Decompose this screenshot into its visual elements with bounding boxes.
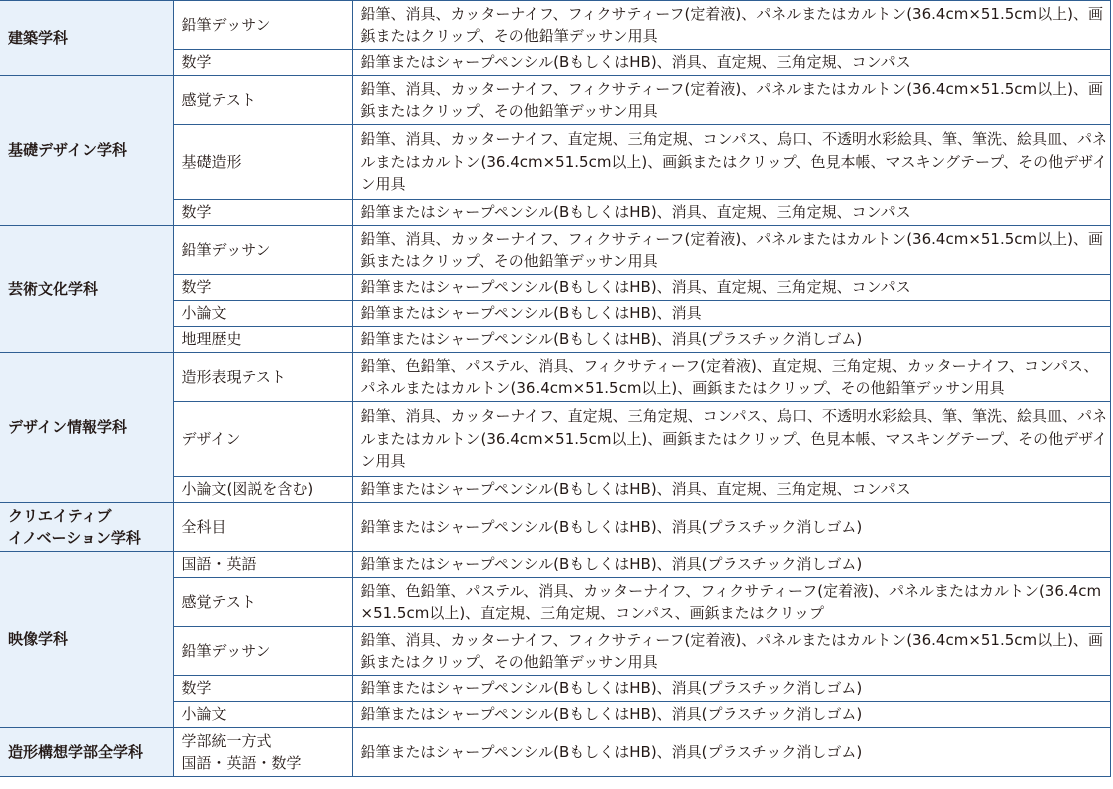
- table-row: [0, 503, 1110, 552]
- subject-name-line: 学部統一方式: [181, 731, 272, 750]
- subject-name: 地理歴史: [173, 327, 352, 353]
- department-name: 基礎デザイン学科: [0, 76, 173, 226]
- required-tools: 鉛筆またはシャープペンシル(BもしくはHB)、消具: [352, 301, 1110, 327]
- department-name: デザイン情報学科: [0, 353, 173, 503]
- subject-name: 数学: [173, 50, 352, 76]
- table-row: [0, 226, 1110, 275]
- required-tools: 鉛筆またはシャープペンシル(BもしくはHB)、消具、直定規、三角定規、コンパス: [352, 477, 1110, 503]
- required-tools: 鉛筆またはシャープペンシル(BもしくはHB)、消具(プラスチック消しゴム): [352, 702, 1110, 728]
- subject-name: 感覚テスト: [173, 76, 352, 125]
- required-tools: 鉛筆またはシャープペンシル(BもしくはHB)、消具(プラスチック消しゴム): [352, 676, 1110, 702]
- department-name-line: イノベーション学科: [8, 529, 141, 547]
- required-tools: 鉛筆またはシャープペンシル(BもしくはHB)、消具(プラスチック消しゴム): [352, 728, 1110, 777]
- required-tools: 鉛筆、消具、カッターナイフ、フィクサティーフ(定着液)、パネルまたはカルトン(36.4cm×51.5cm以上)、画鋲またはクリップ、その他鉛筆デッサン用具: [352, 226, 1110, 275]
- department-name: 芸術文化学科: [0, 226, 173, 353]
- subject-name: 国語・英語: [173, 552, 352, 578]
- subject-name: 鉛筆デッサン: [173, 1, 352, 50]
- required-tools: 鉛筆またはシャープペンシル(BもしくはHB)、消具(プラスチック消しゴム): [352, 503, 1110, 552]
- required-tools: 鉛筆またはシャープペンシル(BもしくはHB)、消具、直定規、三角定規、コンパス: [352, 50, 1110, 76]
- subject-name: 小論文: [173, 702, 352, 728]
- department-name: 映像学科: [0, 552, 173, 728]
- subject-name-line: 国語・英語・数学: [181, 754, 302, 772]
- subject-name: [173, 728, 352, 777]
- subject-name: 数学: [173, 676, 352, 702]
- subject-name: デザイン: [173, 402, 352, 477]
- required-tools: 鉛筆またはシャープペンシル(BもしくはHB)、消具、直定規、三角定規、コンパス: [352, 275, 1110, 301]
- subject-name: 鉛筆デッサン: [173, 627, 352, 676]
- required-tools: 鉛筆、消具、カッターナイフ、直定規、三角定規、コンパス、烏口、不透明水彩絵具、筆、筆洗、絵具皿、パネルまたはカルトン(36.4cm×51.5cm以上)、画鋲またはクリップ、色見本帳、マスキングテープ、その他デザイン用具: [352, 402, 1110, 477]
- required-tools: 鉛筆またはシャープペンシル(BもしくはHB)、消具(プラスチック消しゴム): [352, 552, 1110, 578]
- subject-name: 数学: [173, 200, 352, 226]
- table-row: [0, 1, 1110, 50]
- table-row: [0, 76, 1110, 125]
- subject-name: 感覚テスト: [173, 578, 352, 627]
- table-row: [0, 552, 1110, 578]
- department-name-line: クリエイティブ: [8, 506, 112, 525]
- subject-name: 鉛筆デッサン: [173, 226, 352, 275]
- required-tools: 鉛筆、色鉛筆、パステル、消具、フィクサティーフ(定着液)、直定規、三角定規、カッターナイフ、コンパス、パネルまたはカルトン(36.4cm×51.5cm以上)、画鋲またはクリップ、その他鉛筆デッサン用具: [352, 353, 1110, 402]
- required-tools: 鉛筆、消具、カッターナイフ、フィクサティーフ(定着液)、パネルまたはカルトン(36.4cm×51.5cm以上)、画鋲またはクリップ、その他鉛筆デッサン用具: [352, 1, 1110, 50]
- required-tools: 鉛筆、消具、カッターナイフ、直定規、三角定規、コンパス、烏口、不透明水彩絵具、筆、筆洗、絵具皿、パネルまたはカルトン(36.4cm×51.5cm以上)、画鋲またはクリップ、色見本帳、マスキングテープ、その他デザイン用具: [352, 125, 1110, 200]
- required-tools: 鉛筆、色鉛筆、パステル、消具、カッターナイフ、フィクサティーフ(定着液)、パネルまたはカルトン(36.4cm×51.5cm以上)、直定規、三角定規、コンパス、画鋲またはクリップ: [352, 578, 1110, 627]
- required-tools: 鉛筆またはシャープペンシル(BもしくはHB)、消具(プラスチック消しゴム): [352, 327, 1110, 353]
- department-name: [0, 503, 173, 552]
- subject-name: 小論文: [173, 301, 352, 327]
- table-row: [0, 353, 1110, 402]
- subject-name: 造形表現テスト: [173, 353, 352, 402]
- required-tools: 鉛筆またはシャープペンシル(BもしくはHB)、消具、直定規、三角定規、コンパス: [352, 200, 1110, 226]
- department-name: 建築学科: [0, 1, 173, 76]
- subject-name: 基礎造形: [173, 125, 352, 200]
- table-row: [0, 728, 1110, 777]
- department-name: 造形構想学部全学科: [0, 728, 173, 777]
- subject-name: 小論文(図説を含む): [173, 477, 352, 503]
- subject-name: 全科目: [173, 503, 352, 552]
- required-tools: 鉛筆、消具、カッターナイフ、フィクサティーフ(定着液)、パネルまたはカルトン(36.4cm×51.5cm以上)、画鋲またはクリップ、その他鉛筆デッサン用具: [352, 76, 1110, 125]
- subject-name: 数学: [173, 275, 352, 301]
- required-tools: 鉛筆、消具、カッターナイフ、フィクサティーフ(定着液)、パネルまたはカルトン(36.4cm×51.5cm以上)、画鋲またはクリップ、その他鉛筆デッサン用具: [352, 627, 1110, 676]
